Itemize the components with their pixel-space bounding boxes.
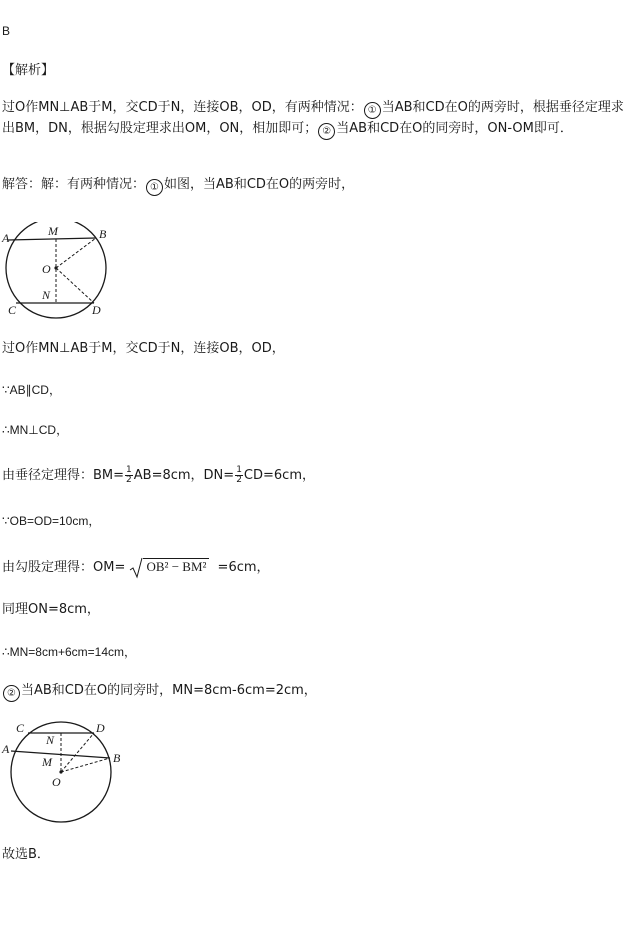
radical-sign	[129, 557, 143, 579]
circled-number-1: ①	[364, 102, 381, 119]
line-similarly: 同理ON=8cm，	[2, 602, 100, 617]
figure-case-same-side	[0, 716, 130, 828]
line-radius-equal: ∵OB=OD=10cm，	[2, 514, 101, 528]
line-parallel: ∵AB∥CD，	[2, 383, 61, 397]
line-perpendicular-diameter-theorem	[2, 466, 315, 485]
point-label-o: O	[42, 262, 51, 276]
point-label-c: C	[8, 303, 17, 317]
conclusion: 故选B．	[2, 847, 50, 862]
point-label-d: D	[96, 721, 105, 735]
point-label-b: B	[113, 751, 121, 765]
fraction-half-2	[235, 466, 243, 485]
point-label-n: N	[46, 733, 55, 747]
solution-intro-text: 解答：解：有两种情况：	[2, 177, 146, 192]
line-perpendicular: ∴MN⊥CD，	[2, 423, 69, 437]
theorem-text-2: AB=8cm，DN=	[133, 468, 235, 483]
point-label-c: C	[16, 721, 25, 735]
point-label-b: B	[99, 227, 107, 241]
pythagorean-text-1: 由勾股定理得：OM=	[2, 560, 126, 575]
point-label-o: O	[52, 775, 61, 789]
point-label-m: M	[48, 224, 58, 238]
fraction-numerator: 1	[126, 465, 132, 475]
radicand: OB² − BM²	[143, 558, 209, 574]
point-label-n: N	[42, 288, 51, 302]
circled-number-2: ②	[3, 685, 20, 702]
fraction-denominator: 2	[126, 475, 132, 485]
fraction-numerator: 1	[236, 465, 242, 475]
line-mn-sum: ∴MN=8cm+6cm=14cm，	[2, 645, 137, 659]
analysis-text-3: 当AB和CD在O的同旁时，ON-OM即可．	[336, 121, 573, 136]
fraction-half-1	[125, 466, 133, 485]
point-label-a: A	[2, 231, 10, 245]
point-label-a: A	[2, 742, 10, 756]
analysis-text-1: 过O作MN⊥AB于M，交CD于N，连接OB，OD，有两种情况：	[2, 100, 363, 115]
circled-number-1: ①	[146, 179, 163, 196]
answer-letter: B	[2, 24, 11, 38]
theorem-text-3: CD=6cm，	[243, 468, 315, 483]
fraction-denominator: 2	[236, 475, 242, 485]
analysis-paragraph	[2, 98, 624, 140]
point-label-d: D	[92, 303, 101, 317]
circled-number-2: ②	[318, 123, 335, 140]
analysis-text-2: 当AB和CD在O的两旁时，根据垂径定理求出BM，DN，根据勾股定理求出OM，ON，相加即可；	[2, 100, 624, 136]
analysis-header: 【解析】	[2, 63, 55, 78]
line-same-side-case	[2, 682, 317, 702]
solution-intro-text-2: 如图，当AB和CD在O的两旁时，	[164, 177, 355, 192]
line-pythagorean	[2, 556, 270, 579]
solution-intro	[2, 176, 354, 196]
point-label-m: M	[42, 755, 52, 769]
figure-case-opposite-sides	[0, 222, 120, 322]
same-side-text: 当AB和CD在O的同旁时，MN=8cm-6cm=2cm，	[21, 683, 317, 698]
line-construction: 过O作MN⊥AB于M，交CD于N，连接OB，OD，	[2, 341, 285, 356]
theorem-text-1: 由垂径定理得：BM=	[2, 468, 125, 483]
pythagorean-text-2: =6cm，	[217, 560, 270, 575]
